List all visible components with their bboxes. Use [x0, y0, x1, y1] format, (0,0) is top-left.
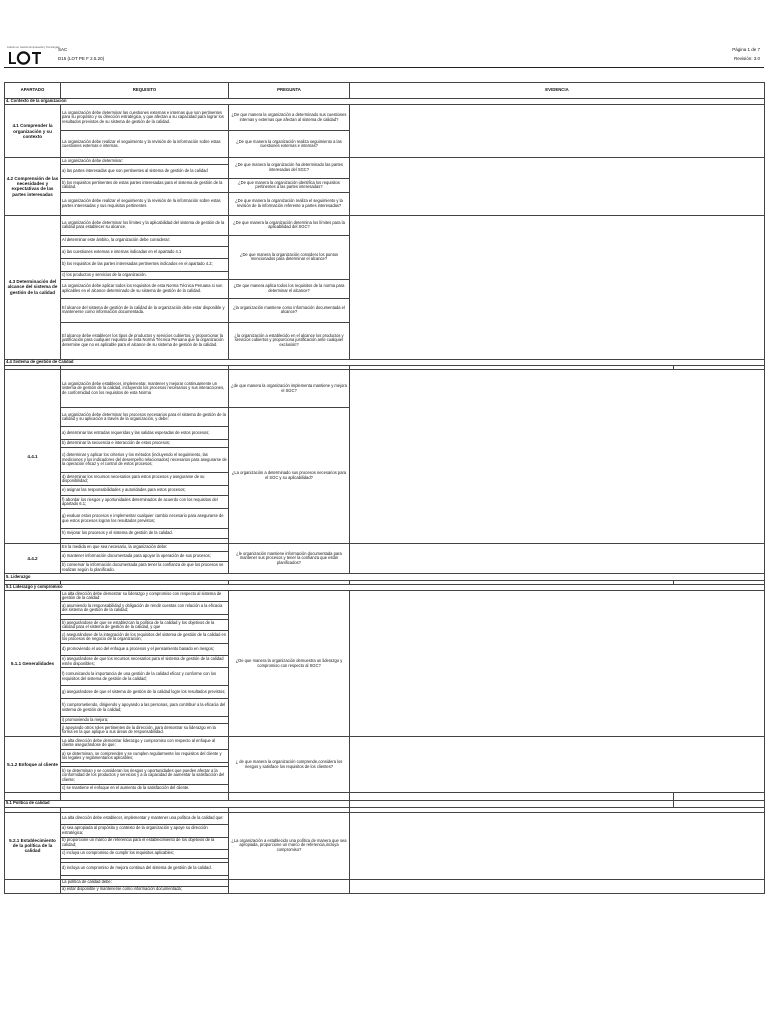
requisito-cell: La organización debe determinar: [61, 158, 229, 164]
requisito-cell: a) estar disponible y mantenerse como información documentada; [61, 886, 229, 893]
requisito-cell: La organización debe realizar el seguimiento y la revisión de la información sobre estas cuestiones externas e internas. [61, 131, 229, 158]
requisito-cell: c) incluya un compromiso de cumplir los requisitos aplicables; [61, 849, 229, 858]
requisito-cell: d) incluya un compromiso de mejora continua del sistema de gestión de la calidad. [61, 862, 229, 875]
evidencia-cell[interactable] [350, 105, 765, 158]
apartado-cell: 4.1 Comprender la organización y su contexto [5, 105, 61, 158]
requisito-cell: La organización debe realizar el seguimiento y la revisión de la información sobre estas partes interesadas y sus requisitos pertinentes [61, 192, 229, 215]
requisito-cell: b) conservar la información documentada para tener la confianza de que los procesos se realizan según lo planificado. [61, 562, 229, 574]
pregunta-cell: ¿De que manera la organización ha determinado las partes interesadas del SGC? [229, 158, 350, 178]
apartado-cell: 4.3 Determinación del alcance del sistema de gestión de la calidad [5, 215, 61, 359]
table-row [5, 812, 765, 824]
pregunta-cell [229, 879, 350, 893]
table-row [5, 879, 765, 886]
requisito-cell: b) proporcione un marco de referencia para el establecimiento de los objetivos de la calidad; [61, 837, 229, 849]
apartado-cell: 5.1.2 Enfoque al cliente [5, 737, 61, 793]
table-row [5, 544, 765, 552]
evidencia-cell[interactable] [350, 370, 765, 544]
apartado-cell: 4.4.2 [5, 544, 61, 574]
document-header [4, 46, 764, 66]
requisito-cell: El alcance debe establecer los tipos de productos y servicios cubiertos, y proporcionar la justificación para cualquier requisito de esta Norma Técnica Peruana que la organización determine que no es aplicable para el alcance de su sistema de gestión de la calidad. [61, 322, 229, 359]
pregunta-cell: ¿De que manera la organización realiza seguimiento a las cuestiones externas e internas? [229, 131, 350, 158]
requisito-cell: i) promoviendo la mejora; [61, 717, 229, 724]
logo-tagline: Lideres en Gestion Empresarial y Tecnologias [7, 46, 60, 49]
column-header-evidencia: EVIDENCIA [350, 83, 765, 99]
requisito-cell: a) se determinan, se comprenden y se cumplen regularmente los requisitos del cliente y los legales y reglamentarios aplicables; [61, 750, 229, 763]
requisito-cell: c) determinar y aplicar los criterios y los métodos (incluyendo el seguimiento, las mediciones y los indicadores del desempeño relacionados) necesarios para asegurarse de la operación eficaz y el control de estos procesos; [61, 448, 229, 473]
pregunta-cell: ¿De que manera la organización considero los puntos mencionados para determinar el alcance? [229, 235, 350, 279]
requisito-cell: b) asegurándose de que se establezcan la política de la calidad y los objetivos de la calidad para el sistema de gestión de la calidad, y que [61, 620, 229, 631]
requisito-cell: e) asignar las responsabilidades y autoridades para estos procesos; [61, 486, 229, 496]
requisito-cell: d) determinar los recursos necesarios para estos procesos y asegurarse de su disponibilidad; [61, 473, 229, 486]
evidencia-cell[interactable] [350, 812, 765, 879]
requisito-cell: c) los productos y servicios de la organización. [61, 271, 229, 279]
document-code: D15 (LOT PE F 2.5.20) [58, 56, 105, 61]
requisito-cell: La alta dirección debe demostrar liderazgo y compromiso con respecto al enfoque al cliente asegurándose de que: [61, 737, 229, 750]
table-row [5, 215, 765, 235]
evidencia-cell[interactable] [350, 737, 765, 793]
requisito-cell: La política de calidad debe: [61, 879, 229, 886]
table-row [5, 158, 765, 164]
requisito-cell: e) asegurándose de que los recursos necesarios para el sistema de gestión de la calidad estén disponibles; [61, 656, 229, 668]
section-title: 4. Contexto de la organización [5, 98, 765, 104]
revision-label: Revisión: 3.0 [733, 56, 760, 61]
requisito-cell: El alcance del sistema de gestión de la calidad de la organización debe estar disponible y mantenerse como información documentada. [61, 298, 229, 322]
evidencia-cell[interactable] [350, 879, 765, 893]
evidencia-cell[interactable] [350, 158, 765, 215]
column-header-apartado: APARTADO [5, 83, 61, 99]
requisito-cell: Al determinar este ámbito, la organización debe considerar: [61, 235, 229, 246]
requisito-cell: b) determinar la secuencia e interacción de estos procesos; [61, 440, 229, 448]
apartado-cell: 5.2.1 Establecimiento de la política de la calidad [5, 812, 61, 879]
pregunta-cell: ¿La organización a establecido una política de manera que sea apropiada, proporcione un marco de referencia,incluya compromiso? [229, 812, 350, 879]
system-label: SAC [58, 47, 68, 52]
requisito-cell: a) determinar las entradas requeridas y las salidas esperadas de estos procesos; [61, 427, 229, 440]
apartado-cell: 4.4.1 [5, 370, 61, 544]
table-row [5, 591, 765, 602]
requisito-cell: a) las partes interesadas que son pertinentes al sistema de gestión de la calidad [61, 164, 229, 178]
section-title: 4.4 Sistema de gestión de Calidad [5, 359, 765, 365]
column-header-requisito: REQUISITO [61, 83, 229, 99]
pregunta-cell: ¿le organización mantiene información documentada para mantener sus procesos y tener la confianza que están planificados? [229, 544, 350, 574]
requisito-cell: j) apoyando otros roles pertinentes de la dirección, para demostrar su liderazgo en la forma en la que aplique a sus áreas de responsabilidad. [61, 724, 229, 737]
requisito-cell: f) comunicando la importancia de una gestión de la calidad eficaz y conforme con los requisitos del sistema de gestión de la calidad; [61, 668, 229, 686]
pregunta-cell: ¿De que manera la organización realiza el seguimiento y la revisión de la información referente a partes interesadas? [229, 192, 350, 215]
requisito-cell: La organización debe aplicar todos los requisitos de esta Norma Técnica Peruana si son aplicables en el alcance determinado de su sistema de gestión de la calidad. [61, 279, 229, 298]
pregunta-cell: ¿De que manera la organización identifica los requisitos pertinentes a las partes interesadas? [229, 178, 350, 192]
page-number: Página 1 de 7 [732, 47, 760, 52]
evidencia-cell[interactable] [350, 591, 765, 737]
table-row [5, 737, 765, 750]
apartado-cell [5, 879, 61, 893]
requisito-cell: h) comprometiendo, dirigiendo y apoyando a las personas, para contribuir a la eficacia del sistema de gestión de la calidad; [61, 699, 229, 717]
requisito-cell: a) sea apropiada al propósito y contexto de la organización y apoye su dirección estratégica; [61, 824, 229, 837]
requisito-cell: a) asumiendo la responsabilidad y obligación de rendir cuentas con relación a la eficacia del sistema de gestión de la calidad; [61, 602, 229, 615]
pregunta-cell: ¿la organización mantiene como información documentada el alcance? [229, 298, 350, 322]
pregunta-cell: ¿De que manera la organización determina los límites para la aplicabilidad del SGC? [229, 215, 350, 235]
requisito-cell: La organización debe determinar los límites y la aplicabilidad del sistema de gestión de la calidad para establecer su alcance. [61, 215, 229, 235]
table-row [5, 105, 765, 131]
requisito-cell: La alta dirección debe establecer, implementar y mantener una política de la calidad que: [61, 812, 229, 824]
section-title: 5.1 Política de calidad [5, 801, 350, 807]
pregunta-cell: ¿De que manera la organización a determinado sus cuestiones internas y externas que afectan al sistema de calidad? [229, 105, 350, 131]
pregunta-cell: ¿De que manera aplica todos los requisitos de la norma para determinar el alcance? [229, 279, 350, 298]
pregunta-cell: ¿ de que manera la organización comprende,considera los riesgos y satisface los requisitos de los clientes? [229, 737, 350, 793]
header-divider [4, 67, 764, 68]
evidencia-cell[interactable] [350, 544, 765, 574]
column-header-pregunta: PREGUNTA [229, 83, 350, 99]
pregunta-cell: ¿de que manera la organización implementa mantiene y mejora el SGC? [229, 370, 350, 408]
pregunta-cell: ¿La organización a determinado sus procesos necesarios para el SGC y su aplicabilidad? [229, 408, 350, 544]
pregunta-cell: ¿De que manera la organización demuestra un liderazgo y compromiso con respecto al SGC? [229, 591, 350, 737]
table-row [5, 370, 765, 408]
requisito-cell: c) se mantiene el enfoque en el aumento de la satisfacción del cliente. [61, 785, 229, 793]
requisito-cell: En la medida en que sea necesario, la organización debe: [61, 544, 229, 552]
lot-logo-icon [9, 50, 55, 66]
spacer-row [5, 793, 765, 801]
section-title: 5. Liderazgo [5, 574, 765, 580]
section-title: 5.1 Liderazgo y compromiso [5, 584, 765, 590]
requisito-cell: c) asegurándose de la integración de los requisitos del sistema de gestión de la calidad en los procesos de negocio de la organización; [61, 631, 229, 644]
requisito-cell: a) mantener información documentada para apoyar la operación de sus procesos; [61, 552, 229, 562]
requisito-cell: d) promoviendo el uso del enfoque a procesos y el pensamiento basado en riesgos; [61, 644, 229, 656]
requisito-cell: b) se determinan y se consideran los riesgos y oportunidades que pueden afectar a la conformidad de los productos y servicios y a la capacidad de aumentar la satisfacción del cliente; [61, 767, 229, 785]
requisito-cell: h) mejorar los procesos y el sistema de gestión de la calidad. [61, 529, 229, 539]
requisito-cell: La alta dirección debe demostrar su liderazgo y compromiso con respecto al sistema de gestión de la calidad: [61, 591, 229, 602]
audit-checklist-table [4, 82, 765, 894]
requisito-cell: La organización debe determinar las cuestiones externas e internas que son pertinentes para su propósito y su dirección estratégica, y que afectan a su capacidad para lograr los resultados previstos de su sistema de gestión de la calidad. [61, 105, 229, 131]
requisito-cell: f) abordar los riesgos y oportunidades determinados de acuerdo con los requisitos del apartado 6.1; [61, 496, 229, 509]
requisito-cell: a) las cuestiones externas e internas indicadas en el apartado 4.1 [61, 246, 229, 258]
requisito-cell: g) evaluar estos procesos e implementar cualquier cambio necesario para asegurarse de que estos procesos logran los resultados previstos; [61, 509, 229, 529]
requisito-cell: b) los requisitos de las partes interesadas pertinentes indicados en el apartado 4.2; [61, 258, 229, 271]
requisito-cell: La organización debe determinar los procesos necesarios para el sistema de gestión de la calidad y su aplicación a través de la organización, y debe: [61, 408, 229, 427]
pregunta-cell: ¿la organización a establecido en el alcance los productos y servicios cubiertos y proporciona justificación ante cualquier exclusión? [229, 322, 350, 359]
requisito-cell: b) los requisitos pertinentes de estas partes interesadas para el sistema de gestión de la calidad. [61, 178, 229, 192]
evidencia-cell[interactable] [350, 215, 765, 359]
apartado-cell: 5.1.1 Generalidades [5, 591, 61, 737]
table-header-row [5, 83, 765, 99]
apartado-cell: 4.2 Comprensión de las necesidades y expectativas de las partes interesadas [5, 158, 61, 215]
requisito-cell: La organización debe establecer, implementar, mantener y mejorar continuamente un sistema de gestión de la calidad, incluyendo los procesos necesarios y sus interacciones, de conformidad con los requisitos de esta Norma [61, 370, 229, 408]
requisito-cell: g) asegurándose de que el sistema de gestión de la calidad logre los resultados previstos; [61, 686, 229, 699]
